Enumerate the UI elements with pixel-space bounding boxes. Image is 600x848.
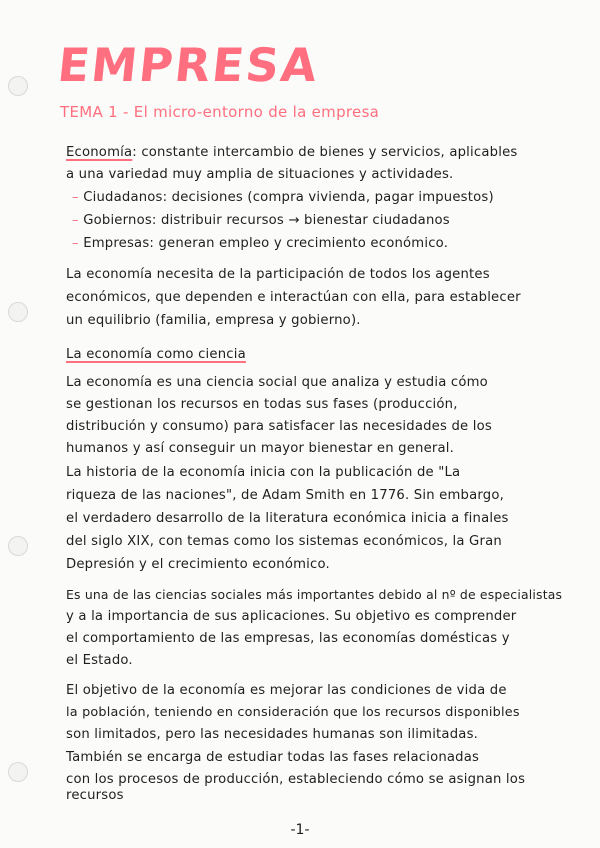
term-economia: Economía (66, 145, 133, 160)
text-line: El objetivo de la economía es mejorar las condiciones de vida de (66, 683, 507, 698)
text-line: el Estado. (66, 653, 133, 668)
text-line: económicos, que dependen e interactúan con ella, para establecer (66, 290, 521, 305)
bullet-text: Empresas: generan empleo y crecimiento económico. (83, 236, 449, 251)
page-number: -1- (290, 822, 310, 838)
text-line: recursos (66, 788, 124, 803)
text-line: riqueza de las naciones", de Adam Smith en 1776. Sin embargo, (66, 488, 505, 503)
text-line: La economía es una ciencia social que analiza y estudia cómo (66, 375, 488, 390)
text-line: el comportamiento de las empresas, las economías domésticas y (66, 631, 510, 646)
bullet-text: Gobiernos: distribuir recursos → bienestar ciudadanos (83, 213, 450, 228)
text-line: son limitados, pero las necesidades humanas son ilimitadas. (66, 727, 479, 742)
definition-text: : constante intercambio de bienes y servicios, aplicables (132, 145, 518, 160)
text-line: Depresión y el crecimiento económico. (66, 557, 330, 572)
text-line: un equilibrio (familia, empresa y gobierno). (66, 313, 361, 328)
text-line: humanos y así conseguir un mayor bienestar en general. (66, 441, 455, 456)
bullet-item (72, 212, 572, 230)
section-heading (66, 346, 566, 364)
binder-hole-icon (8, 302, 28, 322)
section-heading-text: La economía como ciencia (66, 347, 246, 362)
topic-subtitle: TEMA 1 - El micro-entorno de la empresa (60, 103, 380, 121)
bullet-item (72, 235, 572, 253)
text-line: a una variedad muy amplia de situaciones y actividades. (66, 167, 454, 182)
text-line: se gestionan los recursos en todas sus fases (producción, (66, 397, 458, 412)
dash-icon: – (72, 190, 84, 205)
dash-icon: – (72, 236, 84, 251)
text-line: la población, teniendo en consideración que los recursos disponibles (66, 705, 520, 720)
text-line: y a la importancia de sus aplicaciones. Su objetivo es comprender (66, 609, 517, 624)
bullet-text: Ciudadanos: decisiones (compra vivienda, pagar impuestos) (83, 190, 494, 205)
binder-hole-icon (8, 76, 28, 96)
text-line: También se encarga de estudiar todas las fases relacionadas (66, 750, 480, 765)
text-line: La historia de la economía inicia con la publicación de "La (66, 465, 461, 480)
text-line: con los procesos de producción, estableciendo cómo se asignan los (66, 772, 526, 787)
binder-hole-icon (8, 536, 28, 556)
binder-hole-icon (8, 762, 28, 782)
text-line: distribución y consumo) para satisfacer las necesidades de los (66, 419, 492, 434)
text-line: el verdadero desarrollo de la literatura económica inicia a finales (66, 511, 509, 526)
text-line: Es una de las ciencias sociales más importantes debido al nº de especialistas (66, 587, 563, 602)
page-title: EMPRESA (55, 38, 322, 92)
text-line: del siglo XIX, con temas como los sistemas económicos, la Gran (66, 534, 502, 549)
definition-line (66, 144, 566, 162)
dash-icon: – (72, 213, 84, 228)
text-line: La economía necesita de la participación de todos los agentes (66, 267, 490, 282)
bullet-item (72, 189, 572, 207)
